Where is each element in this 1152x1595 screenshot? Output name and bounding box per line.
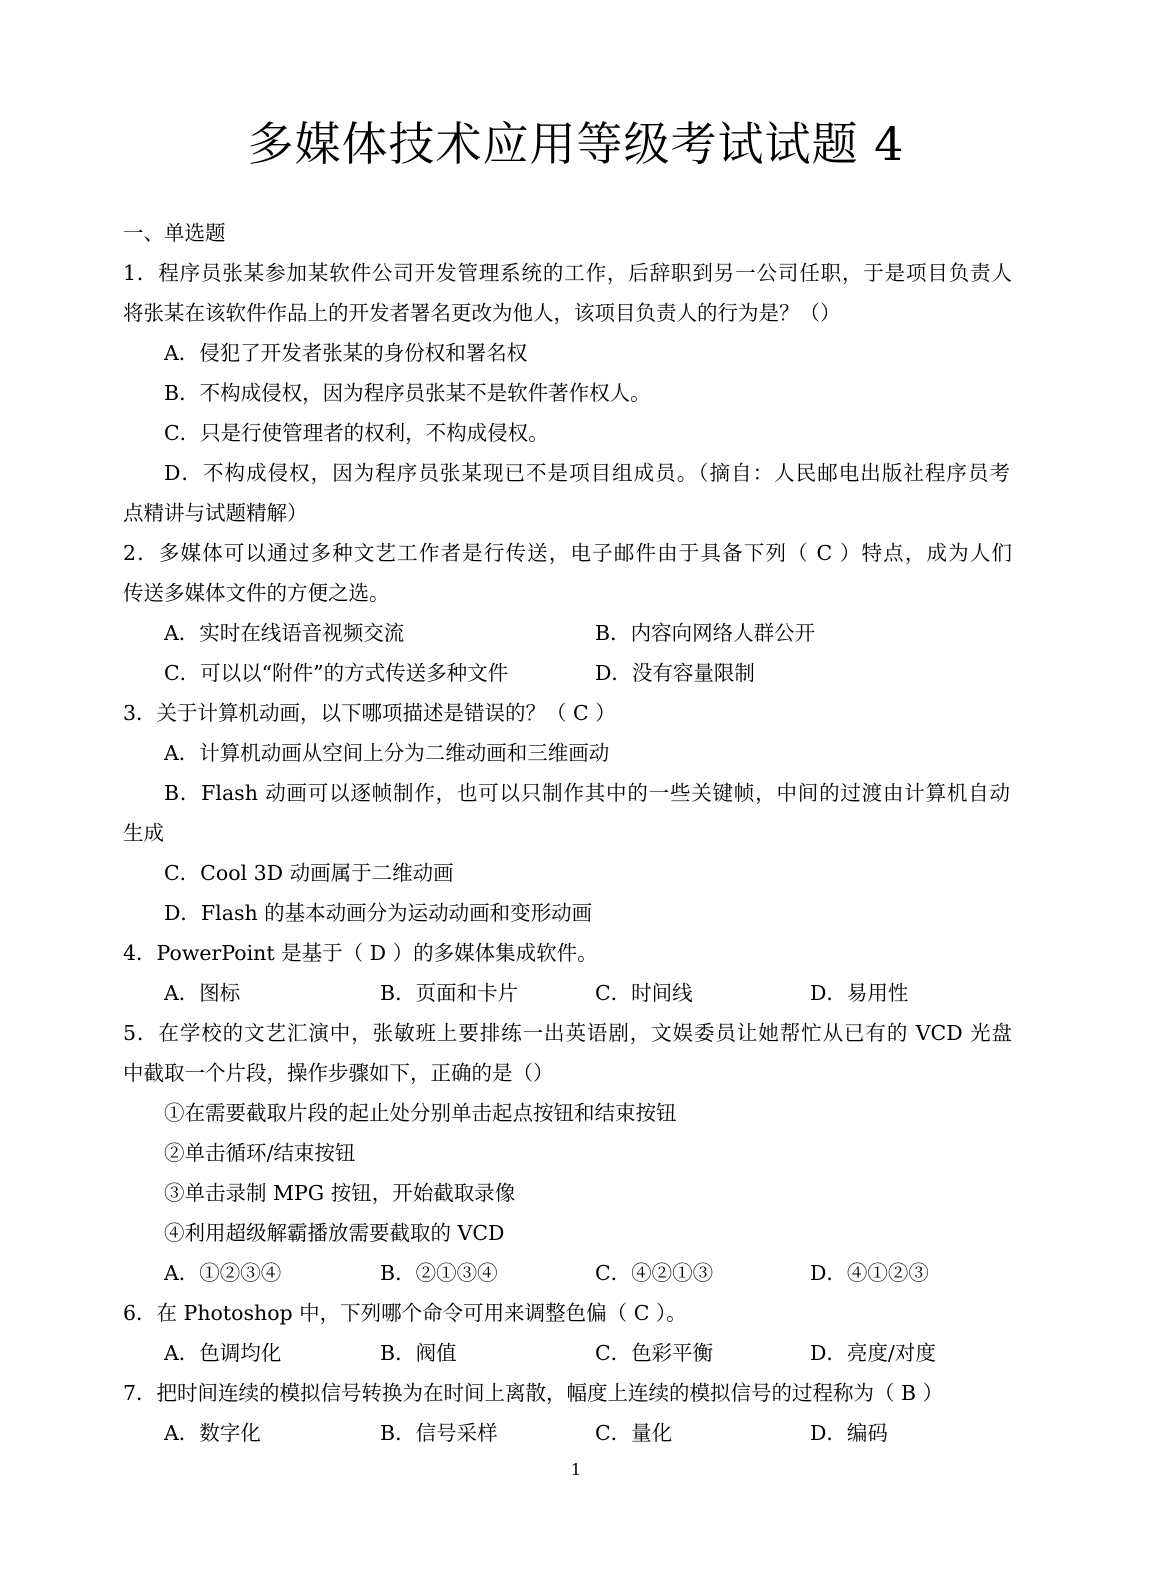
q4-option-a: A．图标 (164, 981, 241, 1005)
q6-option-a: A．色调均化 (164, 1341, 282, 1365)
q2-stem-line1: 2．多媒体可以通过多种文艺工作者是行传送，电子邮件由于具备下列（ C ）特点，成为人们 (123, 541, 1012, 565)
q3-stem: 3．关于计算机动画，以下哪项描述是错误的？（ C ） (123, 701, 616, 725)
q6-option-b: B．阀值 (380, 1341, 457, 1365)
q4-option-c: C．时间线 (595, 981, 693, 1005)
q1-option-b: B．不构成侵权，因为程序员张某不是软件著作权人。 (164, 381, 651, 405)
q7-option-a: A．数字化 (164, 1421, 261, 1445)
section-heading: 一、单选题 (123, 221, 226, 245)
q2-option-c: C．可以以“附件”的方式传送多种文件 (164, 661, 509, 685)
q7-option-d: D．编码 (810, 1421, 888, 1445)
page-number: 1 (570, 1460, 582, 1479)
q3-option-b-line1: B．Flash 动画可以逐帧制作，也可以只制作其中的一些关键帧，中间的过渡由计算机自动 (164, 781, 1010, 805)
q2-option-b: B．内容向网络人群公开 (595, 621, 816, 645)
q3-option-a: A．计算机动画从空间上分为二维动画和三维画动 (164, 741, 610, 765)
q3-option-b-line2: 生成 (123, 821, 164, 845)
q7-option-c: C．量化 (595, 1421, 673, 1445)
q2-option-a: A．实时在线语音视频交流 (164, 621, 405, 645)
q2-stem-line2: 传送多媒体文件的方便之选。 (123, 581, 390, 605)
q4-stem: 4．PowerPoint 是基于（ D ）的多媒体集成软件。 (123, 941, 598, 965)
q5-step-4: ④利用超级解霸播放需要截取的 VCD (164, 1221, 505, 1245)
q5-option-a: A．①②③④ (164, 1261, 282, 1285)
q1-stem-line2: 将张某在该软件作品上的开发者署名更改为他人，该项目负责人的行为是？（） (123, 301, 841, 325)
q7-stem: 7．把时间连续的模拟信号转换为在时间上离散，幅度上连续的模拟信号的过程称为（ B ） (123, 1381, 944, 1405)
q5-stem-line2: 中截取一个片段，操作步骤如下，正确的是（） (123, 1061, 554, 1085)
page-title: 多媒体技术应用等级考试试题 4 (247, 117, 905, 171)
q4-option-d: D．易用性 (810, 981, 909, 1005)
q2-option-d: D．没有容量限制 (595, 661, 755, 685)
q1-option-c: C．只是行使管理者的权利，不构成侵权。 (164, 421, 549, 445)
q3-option-c: C．Cool 3D 动画属于二维动画 (164, 861, 454, 885)
q5-step-1: ①在需要截取片段的起止处分别单击起点按钮和结束按钮 (164, 1101, 677, 1125)
q1-option-d-line2: 点精讲与试题精解） (123, 501, 308, 525)
q6-option-c: C．色彩平衡 (595, 1341, 714, 1365)
q5-option-b: B．②①③④ (380, 1261, 498, 1285)
q6-option-d: D．亮度/对度 (810, 1341, 936, 1365)
q5-step-2: ②单击循环/结束按钮 (164, 1141, 356, 1165)
q5-step-3: ③单击录制 MPG 按钮，开始截取录像 (164, 1181, 516, 1205)
q3-option-d: D．Flash 的基本动画分为运动动画和变形动画 (164, 901, 593, 925)
q1-option-d-line1: D．不构成侵权，因为程序员张某现已不是项目组成员。（摘自：人民邮电出版社程序员考 (164, 461, 1010, 485)
q5-stem-line1: 5．在学校的文艺汇演中，张敏班上要排练一出英语剧，文娱委员让她帮忙从已有的 VCD 光盘 (123, 1021, 1012, 1045)
q4-option-b: B．页面和卡片 (380, 981, 519, 1005)
q6-stem: 6．在 Photoshop 中，下列哪个命令可用来调整色偏（ C ）。 (123, 1301, 687, 1325)
q1-option-a: A．侵犯了开发者张某的身份权和署名权 (164, 341, 528, 365)
q5-option-d: D．④①②③ (810, 1261, 929, 1285)
q5-option-c: C．④②①③ (595, 1261, 714, 1285)
q1-stem-line1: 1．程序员张某参加某软件公司开发管理系统的工作，后辞职到另一公司任职，于是项目负责人 (123, 261, 1012, 285)
q7-option-b: B．信号采样 (380, 1421, 498, 1445)
